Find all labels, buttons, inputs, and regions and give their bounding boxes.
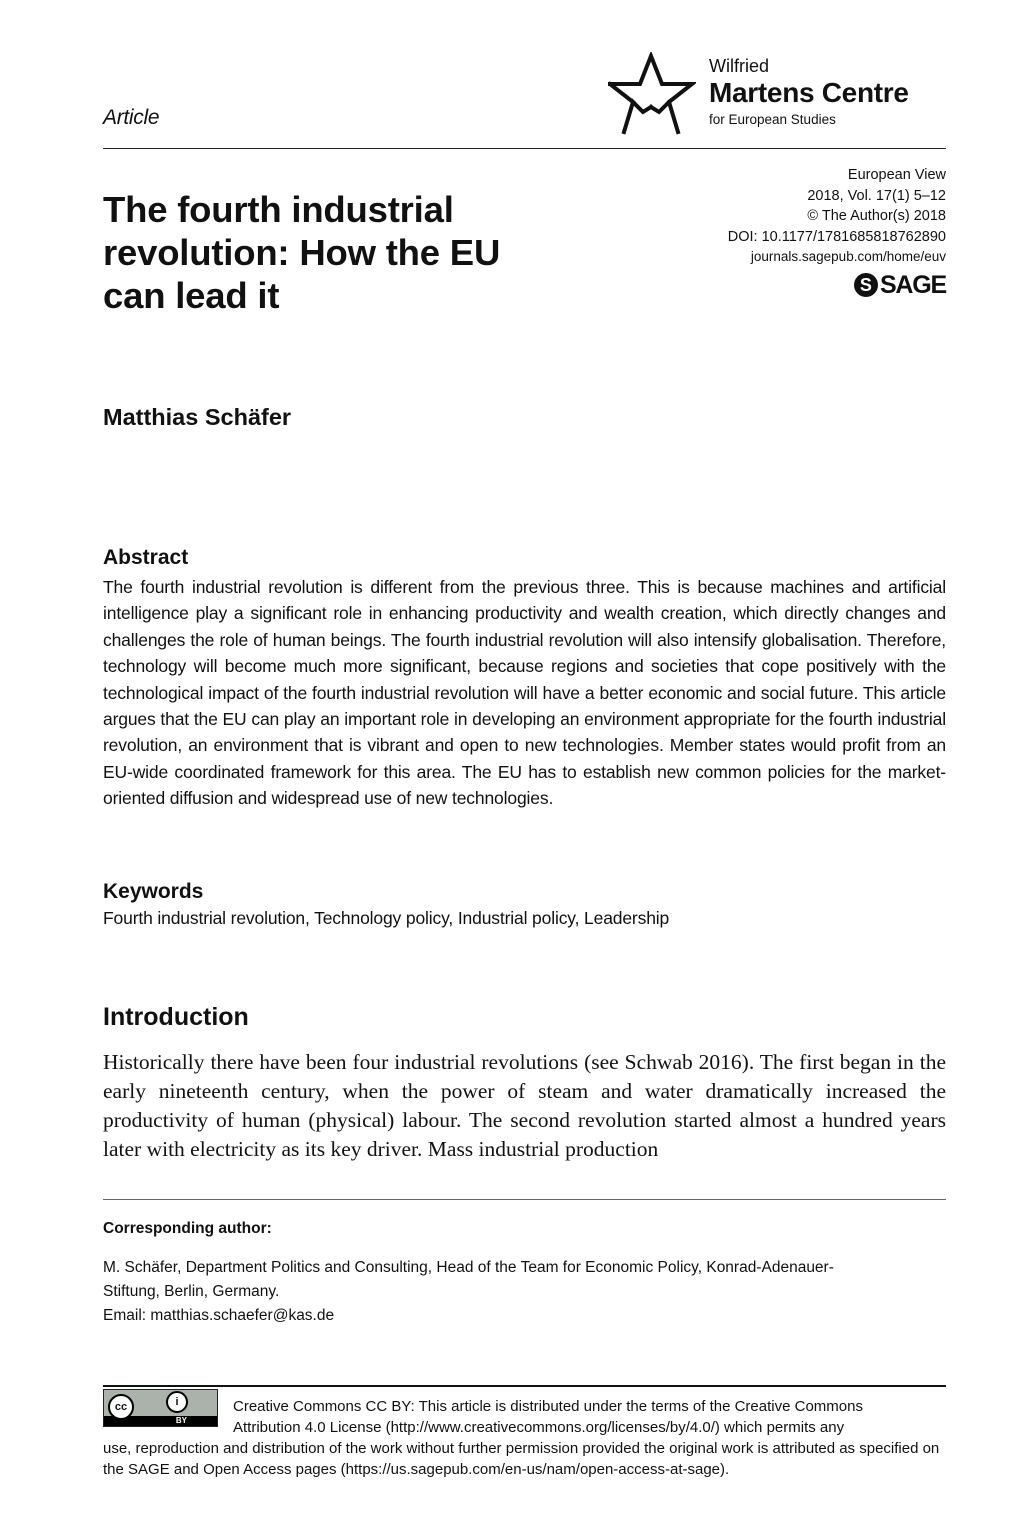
journal-url[interactable]: journals.sagepub.com/home/euv (750, 249, 946, 264)
corresponding-author-heading: Corresponding author: (103, 1220, 272, 1237)
corresponding-email[interactable]: Email: matthias.schaefer@kas.de (103, 1307, 335, 1324)
star-person-icon (608, 52, 696, 136)
article-type-label: Article (103, 106, 160, 129)
cc-by-label: BY (175, 1416, 187, 1425)
author-name: Matthias Schäfer (103, 404, 292, 430)
volume-info: 2018, Vol. 17(1) 5–12 (807, 187, 946, 204)
license-text (103, 1396, 946, 1480)
license-line-1: Creative Commons CC BY: This article is distributed under the terms of the Creative Commons (233, 1398, 863, 1415)
header-divider (103, 148, 946, 149)
sage-logo (854, 271, 946, 299)
logo-martens-centre: Martens Centre (709, 77, 909, 108)
corresponding-affiliation-1: M. Schäfer, Department Politics and Consulting, Head of the Team for Economic Policy, Konrad-Adenauer- (103, 1259, 834, 1276)
license-line-2: Attribution 4.0 License (http://www.creativecommons.org/licenses/by/4.0/) which permits any (233, 1419, 845, 1436)
abstract-heading: Abstract (103, 546, 189, 569)
corresponding-author-details (103, 1256, 946, 1328)
martens-centre-logo (608, 52, 948, 136)
doi[interactable]: DOI: 10.1177/1781685818762890 (727, 228, 946, 245)
logo-wilfried: Wilfried (709, 56, 770, 76)
logo-subtitle: for European Studies (709, 112, 836, 127)
title-line-2: revolution: How the EU (103, 232, 501, 273)
introduction-heading: Introduction (103, 1003, 249, 1031)
attribution-person-icon: i (166, 1391, 188, 1413)
abstract-text: The fourth industrial revolution is different from the previous three. This is because machines and artificial intelligence play a significant role in enhancing productivity and wealth creation, which directly changes and challenges the role of human beings. The fourth industrial revolution will also intensify globalisation. Therefore, technology will become much more significant, because regions and societies that cope positively with the technological impact of the fourth industrial revolution will have a better economic and social future. This article argues that the EU can play an important role in developing an environment appropriate for the fourth industrial revolution, an environment that is vibrant and open to new technologies. Member states would profit from an EU-wide coordinated framework for this area. The EU has to establish new common policies for the market-oriented diffusion and widespread use of new technologies. (103, 577, 946, 809)
license-rest: use, reproduction and distribution of the work without further permission provided the original work is attributed as specified on the SAGE and Open Access pages (https://us.sagepub.com/en-us/nam/open-access-at-sage). (103, 1440, 940, 1478)
license-divider (103, 1385, 946, 1387)
publication-meta (616, 165, 946, 268)
title-line-1: The fourth industrial (103, 189, 454, 230)
article-title (103, 188, 603, 317)
introduction-text: Historically there have been four industrial revolutions (see Schwab 2016). The first began in the early nineteenth century, when the power of steam and water dramatically increased the productivity of human (physical) labour. The second revolution started almost a hundred years later with electricity as its key driver. Mass industrial production (103, 1050, 946, 1161)
title-line-3: can lead it (103, 275, 280, 316)
sage-wordmark: SAGE (879, 270, 946, 299)
keywords-heading: Keywords (103, 880, 204, 903)
corresponding-affiliation-2: Stiftung, Berlin, Germany. (103, 1283, 280, 1300)
keywords-text: Fourth industrial revolution, Technology policy, Industrial policy, Leadership (103, 908, 670, 928)
cc-icon: cc (108, 1394, 134, 1420)
footnote-divider (103, 1199, 946, 1200)
copyright-line: © The Author(s) 2018 (807, 208, 946, 224)
journal-name: European View (847, 167, 946, 183)
sage-s-icon: S (854, 273, 878, 297)
